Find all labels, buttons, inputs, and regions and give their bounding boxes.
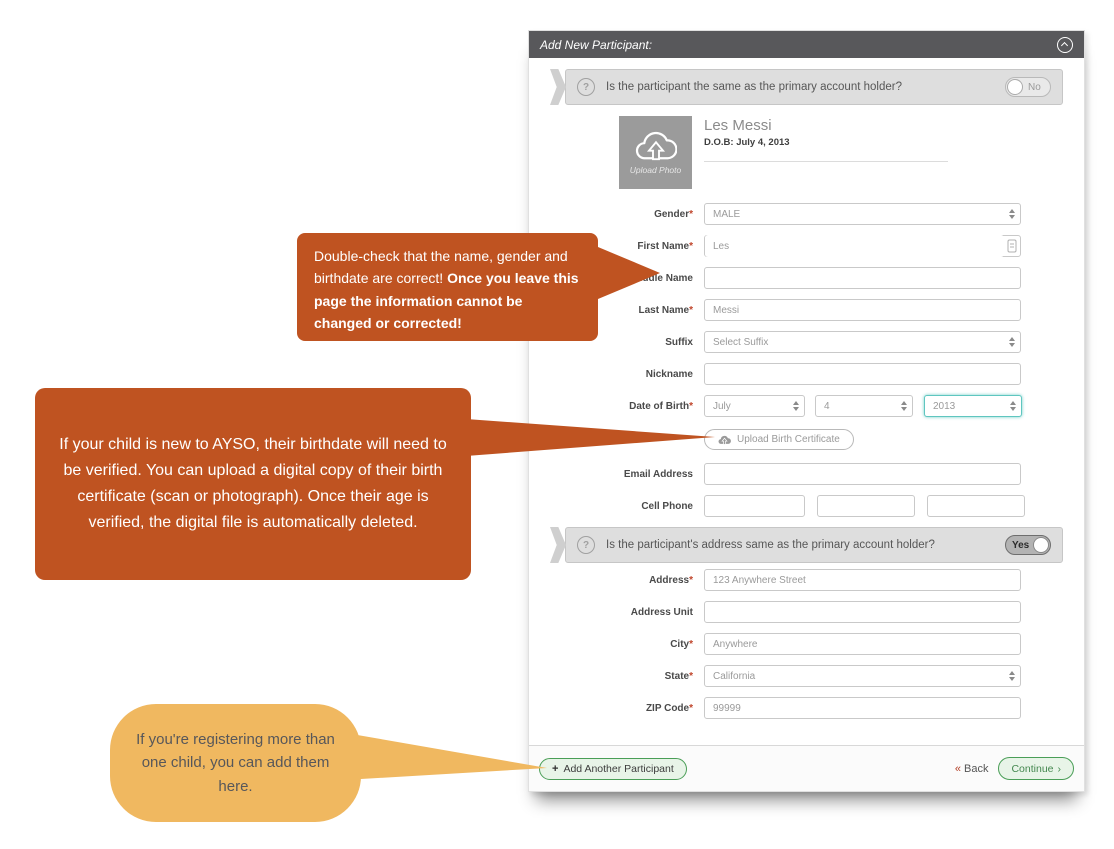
ribbon-notch-icon: [550, 527, 566, 563]
cell-phone-label: Cell Phone: [641, 500, 693, 512]
add-another-participant-button[interactable]: + Add Another Participant: [539, 758, 687, 780]
ribbon-notch-icon: [550, 69, 566, 105]
first-name-label: First Name: [637, 240, 690, 252]
gender-select[interactable]: MALE: [704, 203, 1021, 225]
last-name-input[interactable]: [704, 299, 1021, 321]
gender-row: [550, 203, 1063, 225]
back-arrows-icon: «: [954, 762, 961, 775]
address-row: [550, 569, 1063, 591]
select-caret-icon: [1005, 401, 1021, 411]
callout-double-check: Double-check that the name, gender and birthdate are correct! Once you leave this page the information cannot be changed or corrected!: [297, 233, 598, 341]
address-input[interactable]: [704, 569, 1021, 591]
toggle-label: Yes: [1012, 539, 1030, 551]
collapse-icon[interactable]: [1057, 37, 1073, 53]
question-bar-address-same: [550, 527, 1063, 563]
dob-row: [550, 395, 1063, 417]
callout-birth-certificate-arrow: [466, 417, 718, 459]
address-label: Address: [649, 574, 690, 586]
callout-add-participant: If you're registering more than one child, you can add them here.: [110, 704, 361, 822]
question-text: Is the participant the same as the primary account holder?: [606, 81, 902, 93]
select-caret-icon: [896, 401, 912, 411]
continue-arrow-icon: ›: [1057, 762, 1061, 775]
email-row: [550, 463, 1063, 485]
participant-summary: [619, 116, 1063, 189]
question-bar-same-as-holder: [550, 69, 1063, 105]
select-caret-icon: [1004, 671, 1020, 681]
city-label: City: [670, 638, 690, 650]
toggle-knob: [1033, 537, 1049, 553]
city-input[interactable]: [704, 633, 1021, 655]
callout-birth-certificate: If your child is new to AYSO, their birthdate will need to be verified. You can upload a digital copy of their birth certificate (scan or photograph). Once their age is verified, the digital file is automatically deleted.: [35, 388, 471, 580]
upload-photo-label: Upload Photo: [629, 164, 682, 175]
city-row: [550, 633, 1063, 655]
address-unit-input[interactable]: [704, 601, 1021, 623]
required-mark: *: [689, 304, 693, 316]
select-caret-icon: [1004, 337, 1020, 347]
address-unit-row: [550, 601, 1063, 623]
dob-value: July 4, 2013: [736, 137, 790, 148]
panel-header: [529, 31, 1084, 58]
middle-name-label: Middle Name: [631, 272, 693, 284]
cell-phone-input-3[interactable]: [927, 495, 1025, 517]
required-mark: *: [689, 208, 693, 220]
help-icon: ?: [577, 536, 595, 554]
callout-add-participant-tail: [340, 728, 552, 782]
select-caret-icon: [788, 401, 804, 411]
state-select[interactable]: California: [704, 665, 1021, 687]
cell-phone-input-2[interactable]: [817, 495, 915, 517]
dob-month-select[interactable]: July: [704, 395, 805, 417]
dob-label: D.O.B:: [704, 137, 734, 148]
first-name-input[interactable]: [705, 235, 1004, 257]
state-row: [550, 665, 1063, 687]
email-input[interactable]: [704, 463, 1021, 485]
nickname-input[interactable]: [704, 363, 1021, 385]
help-icon: ?: [577, 78, 595, 96]
state-label: State: [664, 670, 690, 682]
select-caret-icon: [1004, 209, 1020, 219]
upload-photo-button[interactable]: [619, 116, 692, 189]
required-mark: *: [689, 702, 693, 714]
dob-day-select[interactable]: 4: [815, 395, 913, 417]
nickname-label: Nickname: [645, 368, 693, 380]
toggle-same-as-holder[interactable]: [1005, 77, 1051, 97]
nickname-row: [550, 363, 1063, 385]
panel-footer: [529, 745, 1084, 791]
panel-title: Add New Participant:: [540, 37, 653, 52]
required-mark: *: [689, 574, 693, 586]
cell-phone-row: [550, 495, 1063, 517]
zip-label: ZIP Code: [645, 702, 690, 714]
required-mark: *: [689, 400, 693, 412]
participant-name: Les Messi: [704, 117, 772, 134]
cloud-upload-icon: [718, 435, 731, 445]
divider: [704, 161, 948, 162]
suffix-select[interactable]: Select Suffix: [704, 331, 1021, 353]
back-button[interactable]: « Back: [954, 762, 989, 775]
address-unit-label: Address Unit: [630, 606, 693, 618]
cell-phone-input-1[interactable]: [704, 495, 805, 517]
middle-name-input[interactable]: [704, 267, 1021, 289]
plus-icon: +: [552, 762, 559, 775]
last-name-label: Last Name: [638, 304, 690, 316]
toggle-label: No: [1028, 81, 1041, 93]
email-label: Email Address: [623, 468, 693, 480]
required-mark: *: [689, 670, 693, 682]
add-participant-panel: [528, 30, 1085, 792]
required-mark: *: [689, 638, 693, 650]
last-name-row: [550, 299, 1063, 321]
autofill-icon: [1004, 239, 1020, 253]
suffix-label: Suffix: [665, 336, 693, 348]
gender-label: Gender: [654, 208, 690, 220]
continue-button[interactable]: Continue ›: [998, 757, 1074, 780]
first-name-field-wrap: [704, 235, 1021, 257]
required-mark: *: [689, 240, 693, 252]
question-text: Is the participant's address same as the primary account holder?: [606, 539, 935, 551]
dob-year-select[interactable]: 2013: [924, 395, 1022, 417]
zip-input[interactable]: [704, 697, 1021, 719]
toggle-address-same[interactable]: [1005, 535, 1051, 555]
cloud-upload-icon: [635, 131, 677, 161]
dob-field-label: Date of Birth: [629, 400, 690, 412]
panel-content: [529, 69, 1084, 719]
toggle-knob: [1007, 79, 1023, 95]
upload-birth-certificate-button[interactable]: Upload Birth Certificate: [704, 429, 854, 450]
suffix-row: [550, 331, 1063, 353]
zip-row: [550, 697, 1063, 719]
address-form: [550, 569, 1063, 719]
